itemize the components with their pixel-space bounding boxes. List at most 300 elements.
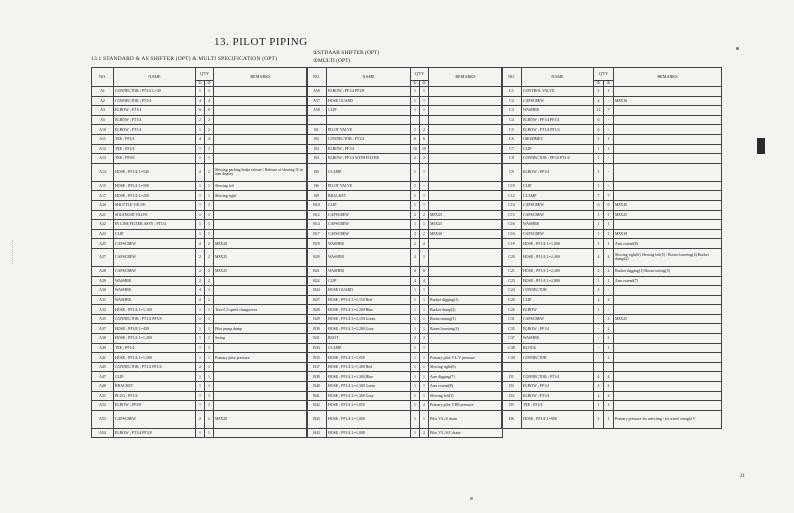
qty-spec-2: 1 [205,200,214,210]
part-name: ELBOW ; PF1/4 PF3/8 [327,87,411,97]
qty-spec-1: 4 [411,276,420,286]
part-name: CAPSCREW [522,200,594,210]
table-row [92,191,308,201]
remarks: Primary pilot V.BS pressure [429,401,503,411]
section-tab-marker [757,138,765,154]
remarks [614,391,722,401]
qty-spec-2: 1 [205,314,214,324]
remarks [614,134,722,144]
part-number: B21 [307,266,327,276]
remarks [614,191,722,201]
remarks: Primary pilot pressure [214,353,308,363]
part-name: CLAMP [327,163,411,181]
part-name [327,115,411,125]
qty-spec-2: 1 [420,372,429,382]
part-name: HOSE ; PF1/4 L=1,300 Green [327,382,411,392]
part-name: ELBOW ; PT1/4 PF3/8 [114,428,196,438]
part-name: BOOT [327,334,411,344]
part-number: A32 [92,305,114,315]
qty-spec-2: - [604,181,614,191]
section-subtitle: 13.1 STANDARD & AS SHIFTER (OPT) & MULTI SPECIFICATION (OPT) [91,56,278,62]
remarks [614,286,722,296]
part-name: CLIP [327,276,411,286]
qty-spec-1: - [594,353,604,363]
qty-spec-2: 4 [205,134,214,144]
qty-spec-1: 12 [594,106,604,116]
qty-spec-2: 2 [420,401,429,411]
qty-spec-1: 1 [594,210,604,220]
part-name: CONNECTOR ; PT1/4 [327,134,411,144]
qty-spec-1: 1 [594,134,604,144]
qty-spec-2: - [604,305,614,315]
qty-spec-1: 2 [411,229,420,239]
qty-spec-2: 1 [604,410,614,428]
header-no: NO. [92,68,114,87]
qty-spec-2: 1 [205,144,214,154]
table-row [502,410,722,428]
table-row [92,372,308,382]
part-name: CAPSCREW [327,229,411,239]
remarks [429,87,503,97]
part-number: A56 [307,87,327,97]
part-number: C19 [502,239,522,249]
remarks [429,191,503,201]
qty-spec-1 [594,362,604,372]
table-row [307,334,503,344]
part-number: A25 [92,239,114,249]
qty-spec-2: 1 [604,144,614,154]
remarks [614,382,722,392]
qty-spec-2: 1 [205,334,214,344]
remarks [214,96,308,106]
qty-spec-2: 1 [205,372,214,382]
table-row [92,106,308,116]
qty-spec-1: 2 [594,295,604,305]
qty-spec-1: 1 [411,428,420,438]
part-name: CAPSCREW [114,410,196,428]
qty-spec-2: 1 [205,286,214,296]
qty-spec-1: 2 [196,115,205,125]
remarks [614,87,722,97]
remarks [214,115,308,125]
part-number: D5 [502,401,522,411]
remarks: M8X25 [614,314,722,324]
qty-spec-2: 2 [420,334,429,344]
table-row [502,87,722,97]
table-row [502,334,722,344]
qty-spec-2: 1 [604,229,614,239]
part-name: HOSE ; PF1/4 L=2,800 [522,276,594,286]
qty-spec-1: 10 [411,144,420,154]
part-number: D1 [502,372,522,382]
part-number: B2 [307,134,327,144]
qty-spec-1: 1 [196,144,205,154]
part-number: A57 [307,96,327,106]
table-row [92,343,308,353]
qty-spec-1: 7 [594,191,604,201]
qty-spec-2: 1 [420,191,429,201]
remarks: M8X25 [429,210,503,220]
qty-spec-2: - [604,125,614,135]
remarks: M8X16 [614,96,722,106]
qty-spec-2: 1 [420,200,429,210]
qty-spec-2: 2 [604,266,614,276]
qty-spec-2: 1 [420,324,429,334]
part-number: A11 [92,134,114,144]
remarks [429,239,503,249]
part-number: A5 [92,115,114,125]
qty-spec-2: 1 [205,324,214,334]
part-number: C20 [502,248,522,266]
qty-spec-2: 1 [420,87,429,97]
part-name: HOSE ; PF1/4 L=500 [114,181,196,191]
qty-spec-2: 1 [420,106,429,116]
part-name [522,362,594,372]
part-number: A45 [92,362,114,372]
qty-spec-2: 1 [205,391,214,401]
part-number: A10 [92,125,114,135]
table-row [92,401,308,411]
part-number: A15 [92,181,114,191]
table-row [502,134,722,144]
qty-spec-2: 1 [420,362,429,372]
table-row [307,96,503,106]
qty-spec-1: 1 [594,163,604,181]
part-name: HOSE ; PF1/4 L=2,150 Green [327,314,411,324]
part-name: CAPSCREW [327,210,411,220]
remarks [214,295,308,305]
qty-spec-1: 1 [594,239,604,249]
qty-spec-1: 1 [594,305,604,315]
part-name: HOSE ; PF1/4 L=1,300 Gray [327,391,411,401]
qty-spec-1: 1 [594,154,604,164]
part-number: C7 [502,144,522,154]
table-row [92,382,308,392]
remarks: M8X25 [214,266,308,276]
table-row [502,154,722,164]
qty-spec-1: 1 [196,181,205,191]
qty-spec-1: 1 [411,200,420,210]
qty-spec-2: 1 [420,391,429,401]
part-name: HOSE ; PF1/4 L=1,000 [522,239,594,249]
part-name: GROMMET [522,134,594,144]
qty-spec-1: 1 [411,220,420,230]
remarks [429,134,503,144]
qty-spec-2: 1 [205,428,214,438]
qty-spec-2: 8 [420,266,429,276]
part-number: A21 [92,210,114,220]
table-row [307,134,503,144]
table-row [307,286,503,296]
table-row [307,163,503,181]
qty-spec-1: 4 [196,96,205,106]
qty-spec-2: 1 [420,305,429,315]
qty-spec-2: 6 [205,106,214,116]
part-name: CLIP [327,200,411,210]
part-number: A53 [92,410,114,428]
qty-spec-1: 2 [196,362,205,372]
remarks [614,401,722,411]
table-row [92,276,308,286]
remarks [429,276,503,286]
remarks: Arm extend(8) [614,239,722,249]
part-name: HOSE ; PF1/4 L=540 [114,163,196,181]
part-number: B28 [307,305,327,315]
header-no: NO. [307,68,327,87]
part-name: ELBOW ; PF1/4 [522,324,594,334]
part-name: HOSE GUARD [327,286,411,296]
part-number: C21 [502,266,522,276]
part-name: WASHER [522,106,594,116]
remarks [429,343,503,353]
part-number: B3 [307,144,327,154]
qty-spec-2: 1 [604,343,614,353]
remarks [614,295,722,305]
table-row [92,239,308,249]
remarks [214,286,308,296]
remarks: Pilot V/L/S/C drain [429,428,503,438]
table-row [92,163,308,181]
table-row [92,353,308,363]
part-number: A1 [92,87,114,97]
part-number: B6 [307,181,327,191]
header-qty: Q'TY [411,68,429,81]
table-row [502,115,722,125]
part-name: PILOT VALVE [327,181,411,191]
qty-spec-1: 8 [411,266,420,276]
remarks [214,220,308,230]
qty-spec-2: 1 [420,96,429,106]
part-name: CLIP [114,372,196,382]
table-row [307,125,503,135]
qty-spec-2: 1 [604,276,614,286]
qty-spec-2: - [604,286,614,296]
part-number [502,362,522,372]
qty-spec-2: 1 [205,87,214,97]
part-name: BRACKET [327,191,411,201]
part-number: A28 [92,266,114,276]
qty-spec-2: 2 [205,266,214,276]
header-remarks: REMARKS [214,68,308,87]
remarks [614,362,722,372]
remarks [214,134,308,144]
qty-spec-1: 1 [411,382,420,392]
part-number: B4 [307,154,327,164]
qty-spec-1: 1 [411,163,420,181]
qty-spec-2: 2 [205,248,214,266]
header-qty: Q'TY [594,68,614,81]
spec-legend-line-1: ①STDAAR SHIFTER (OPT) [313,50,380,56]
part-number: B17 [307,229,327,239]
header-name: NAME [114,68,196,87]
table-row [502,181,722,191]
qty-spec-1: 1 [594,87,604,97]
table-row [502,220,722,230]
qty-spec-1: 2 [594,382,604,392]
part-number: B40 [307,382,327,392]
part-name: ELBOW ; PF1/4 [522,382,594,392]
qty-spec-1: - [594,314,604,324]
qty-spec-1: 4 [196,286,205,296]
remarks [214,428,308,438]
part-number: C35 [502,324,522,334]
qty-spec-1: 1 [196,191,205,201]
qty-spec-2: 1 [205,229,214,239]
part-number: A29 [92,276,114,286]
table-row [92,286,308,296]
qty-spec-1: 6 [594,125,604,135]
qty-spec-1: 2 [411,334,420,344]
qty-spec-2: 6 [420,134,429,144]
part-name: HOSE ; PF1/4 L=200 [114,191,196,201]
qty-spec-1: 6 [594,200,604,210]
table-row [307,362,503,372]
remarks: Arm extend(7) [614,276,722,286]
remarks [614,305,722,315]
qty-spec-1: 6 [594,115,604,125]
part-name: WASHER [114,276,196,286]
part-name: TEE ; PF3/8 [114,154,196,164]
part-name: HOSE ; PF1/4 L=2,300 [522,266,594,276]
qty-spec-2: 1 [420,353,429,363]
part-name: CLAMP [522,191,594,201]
part-name: ELBOW ; PT1/4 [114,106,196,116]
remarks: M8X40 [614,200,722,210]
part-name: CAPSCREW [114,248,196,266]
part-name: HOSE GUARD [327,96,411,106]
remarks [214,314,308,324]
part-number: C23 [502,276,522,286]
page-number: 21 [740,474,745,479]
part-number: B38 [307,372,327,382]
remarks [614,324,722,334]
remarks [614,181,722,191]
part-name: HOSE ; PF3/8 L=450 [114,324,196,334]
remarks: M8X25 [614,210,722,220]
header-qty-2: ② [205,81,214,87]
remarks [214,106,308,116]
qty-spec-1: 1 [196,200,205,210]
part-number: A30 [92,286,114,296]
remarks [614,220,722,230]
qty-spec-1: 1 [411,372,420,382]
qty-spec-2: 2 [420,239,429,249]
table-row [92,314,308,324]
part-number: C3 [502,106,522,116]
remarks [614,163,722,181]
qty-spec-1: 2 [594,286,604,296]
table-row [92,154,308,164]
qty-spec-1: 1 [196,314,205,324]
part-name: CONNECTOR ; PT1/4 [114,96,196,106]
part-number: C26 [502,305,522,315]
table-row [92,391,308,401]
table-row [92,210,308,220]
part-name: IN LINE FILTER ASSY ; PT1/4 [114,220,196,230]
part-number: B43 [307,428,327,438]
qty-spec-1: 2 [196,276,205,286]
qty-spec-2: 1 [604,220,614,230]
table-row [307,106,503,116]
qty-spec-2: - [604,163,614,181]
part-number: C4 [502,115,522,125]
qty-spec-1: 1 [196,334,205,344]
qty-spec-2: 1 [420,410,429,428]
part-name: CAPSCREW [114,239,196,249]
parts-table-c [501,67,722,429]
part-number: A23 [92,229,114,239]
qty-spec-2: 2 [205,115,214,125]
qty-spec-1: 1 [411,191,420,201]
qty-spec-1: 2 [594,391,604,401]
part-name: WASHER [114,295,196,305]
table-row [502,305,722,315]
qty-spec-2: 1 [205,305,214,315]
qty-spec-1: 1 [411,324,420,334]
qty-spec-1: 1 [196,401,205,411]
table-row [502,106,722,116]
qty-spec-2: 7 [604,191,614,201]
part-number: A37 [92,324,114,334]
remarks: Bucket dump(2) [429,305,503,315]
part-number: C5 [502,125,522,135]
qty-spec-2: 1 [420,314,429,324]
table-row [502,362,722,372]
header-remarks: REMARKS [614,68,722,87]
table-row [92,115,308,125]
part-number: A48 [92,382,114,392]
table-row [92,200,308,210]
table-row [307,266,503,276]
part-name: TEE ; PF1/4 [114,134,196,144]
qty-spec-1: 1 [411,401,420,411]
table-row [92,362,308,372]
part-number: A51 [92,391,114,401]
table-row [307,372,503,382]
table-row [502,200,722,210]
part-number: A2 [92,96,114,106]
part-number: C39 [502,353,522,363]
qty-spec-1: 1 [196,324,205,334]
remarks: M8X20 [214,239,308,249]
header-name: NAME [522,68,594,87]
qty-spec-1: 1 [411,295,420,305]
part-number: A17 [92,191,114,201]
qty-spec-2: 1 [205,220,214,230]
remarks: Bucket digging(1) Boom raising(3) [614,266,722,276]
table-row [502,239,722,249]
remarks [614,343,722,353]
qty-spec-2: 2 [604,391,614,401]
remarks: Pilot V/L/S drain [429,410,503,428]
qty-spec-1: 1 [196,87,205,97]
part-number: A20 [92,200,114,210]
scan-dot [470,497,473,500]
qty-spec-1: 1 [594,181,604,191]
qty-spec-2: 2 [604,314,614,324]
qty-spec-2: 1 [205,210,214,220]
qty-spec-2: 1 [205,362,214,372]
header-qty-2: ② [420,81,429,87]
remarks: Pilot pump dump [214,324,308,334]
part-name: HOSE ; PF1/4 L=1,300 Red [327,362,411,372]
table-row [307,324,503,334]
part-name: CLIP [327,106,411,116]
qty-spec-2: 2 [420,428,429,438]
table-row [92,305,308,315]
table-row [502,248,722,266]
part-number: C26 [502,295,522,305]
